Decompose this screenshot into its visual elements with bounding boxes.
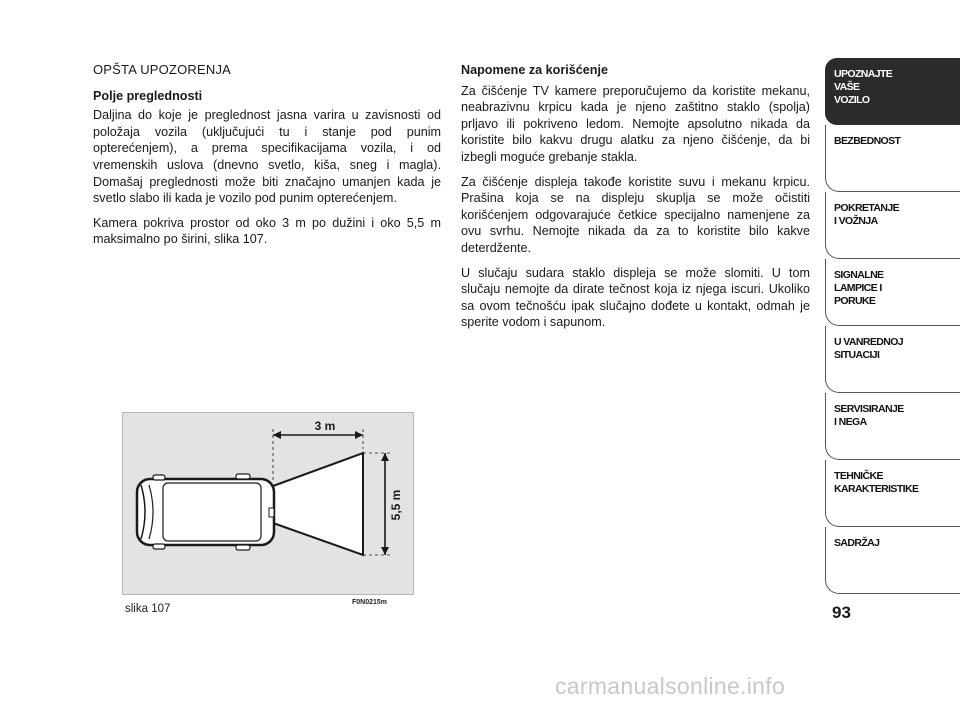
tab-label: POKRETANJE I VOŽNJA: [834, 202, 899, 227]
figure-code: F0N0215m: [352, 599, 388, 606]
tab-pokretanje-i-voznja[interactable]: [825, 192, 960, 259]
paragraph-camera-cleaning: Za čišćenje TV kamere preporučujemo da koristite mekanu, neabrazivnu krpicu kada je njeno zaštitno staklo (spolja) prljavo ili pokriveno ledom. Nemojte apsolutno nikada da koristite bilo kakvu drugu alatku za njeno čišćenje, da bi izbegli moguće grebanje stakla.: [461, 83, 810, 164]
tab-sadrzaj[interactable]: [825, 527, 960, 594]
tab-label: TEHNIČKE KARAKTERISTIKE: [834, 470, 919, 495]
tab-label: SIGNALNE LAMPICE I PORUKE: [834, 269, 884, 307]
sub-heading-visibility: Polje preglednosti: [93, 88, 203, 103]
figure-caption: slika 107: [125, 603, 171, 615]
van-top-view-icon: [137, 474, 274, 550]
sub-heading-usage-notes: Napomene za korišćenje: [461, 63, 608, 77]
tab-label: UPOZNAJTE VAŠE VOZILO: [834, 68, 893, 106]
tab-u-vanrednoj-situaciji[interactable]: [825, 326, 960, 393]
tab-label: U VANREDNOJ SITUACIJI: [834, 336, 904, 361]
tab-label: BEZBEDNOST: [834, 135, 901, 147]
camera-coverage-area: [273, 453, 363, 555]
left-column: [93, 62, 441, 256]
chapter-tabs: [825, 58, 960, 594]
paragraph-display-cleaning: Za čišćenje displeja takođe koristite suvu i mekanu krpicu. Prašina koja se na displeju skuplja se može očistiti korišćenjem odgovarajuće četkice specijalno namenjene za ovu svrhu. Nemojte nikada da za to koristite bilo kakve deterdžente.: [461, 174, 810, 255]
tab-label: SERVISIRANJE I NEGA: [834, 403, 904, 428]
tab-tehnicke-karakteristike[interactable]: [825, 460, 960, 527]
coverage-diagram: [123, 413, 415, 596]
section-heading: OPŠTA UPOZORENJA: [93, 62, 232, 77]
length-label: 3 m: [314, 419, 336, 433]
right-column: [461, 62, 810, 339]
figure-camera-coverage: [122, 412, 414, 595]
page-number: 93: [832, 603, 851, 622]
width-label: 5,5 m: [389, 489, 403, 521]
paragraph-display-damage: U slučaju sudara staklo displeja se može slomiti. U tom slučaju nemojte da dirate tečnost koja iz njega iscuri. Ukoliko sa ovom tečnošću ipak slučajno dođete u kontakt, odmah je sperite vodom i sapunom.: [461, 265, 810, 330]
paragraph-camera-coverage: Kamera pokriva prostor od oko 3 m po dužini i oko 5,5 m maksimalno po širini, slika 107.: [93, 215, 441, 247]
paragraph-visibility-range: Daljina do koje je preglednost jasna varira u zavisnosti od položaja vozila (uključujući tu i stanje pod punim opterećenjem), a prema specifikacijama vozila, i od vremenskih uslova (dnevno svetlo, kiša, sneg i magla). Domašaj preglednosti može biti značajno umanjen kada je svetlo slabo ili kada je vozilo pod punim opterećenjem.: [93, 108, 441, 206]
tab-signalne-lampice[interactable]: [825, 259, 960, 326]
tab-upoznajte-vase-vozilo[interactable]: [825, 58, 960, 125]
tab-label: SADRŽAJ: [834, 537, 880, 549]
tab-servisiranje-i-nega[interactable]: [825, 393, 960, 460]
tab-bezbednost[interactable]: [825, 125, 960, 192]
watermark: carmanualsonline.info: [555, 673, 786, 699]
